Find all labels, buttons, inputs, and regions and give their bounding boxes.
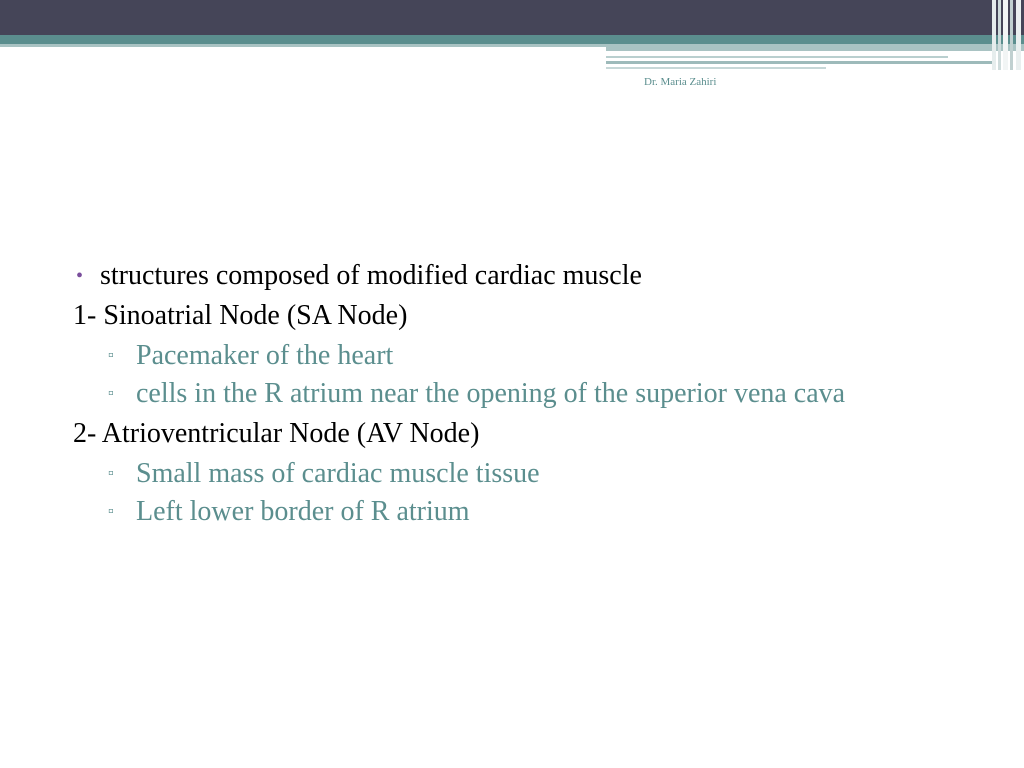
author-footer: Dr. Maria Zahiri xyxy=(644,76,717,88)
bullet-icon: • xyxy=(76,265,84,287)
square-bullet-icon: ▫ xyxy=(108,465,114,482)
list-item-text: Left lower border of R atrium xyxy=(136,496,470,527)
list-item xyxy=(108,456,950,492)
decor-stripe xyxy=(1010,0,1013,70)
square-bullet-icon: ▫ xyxy=(108,503,114,520)
list-item xyxy=(108,376,950,412)
decor-line xyxy=(606,61,996,64)
header-band xyxy=(0,35,1024,44)
slide-body xyxy=(70,256,950,532)
list-item-text: Pacemaker of the heart xyxy=(136,340,394,371)
list-item-text: cells in the R atrium near the opening of the superior vena cava xyxy=(136,378,846,409)
decor-stripe xyxy=(998,0,1001,70)
header-band-light xyxy=(0,44,606,47)
section-heading: 1- Sinoatrial Node (SA Node) xyxy=(73,300,408,331)
header-bar xyxy=(0,0,1024,35)
decor-stripe xyxy=(992,0,996,70)
decor-line xyxy=(606,67,826,69)
list-item-text: Small mass of cardiac muscle tissue xyxy=(136,458,540,489)
decor-line xyxy=(606,56,948,58)
section-heading: 2- Atrioventricular Node (AV Node) xyxy=(73,418,480,449)
list-item xyxy=(108,494,950,530)
square-bullet-icon: ▫ xyxy=(108,347,114,364)
square-bullet-icon: ▫ xyxy=(108,385,114,402)
intro-text: structures composed of modified cardiac muscle xyxy=(100,260,642,291)
list-item xyxy=(108,338,950,374)
intro-bullet-item xyxy=(70,256,950,296)
decor-stripe xyxy=(1003,0,1008,70)
header-band-light-right xyxy=(606,44,1024,51)
decor-stripe xyxy=(1016,0,1021,70)
